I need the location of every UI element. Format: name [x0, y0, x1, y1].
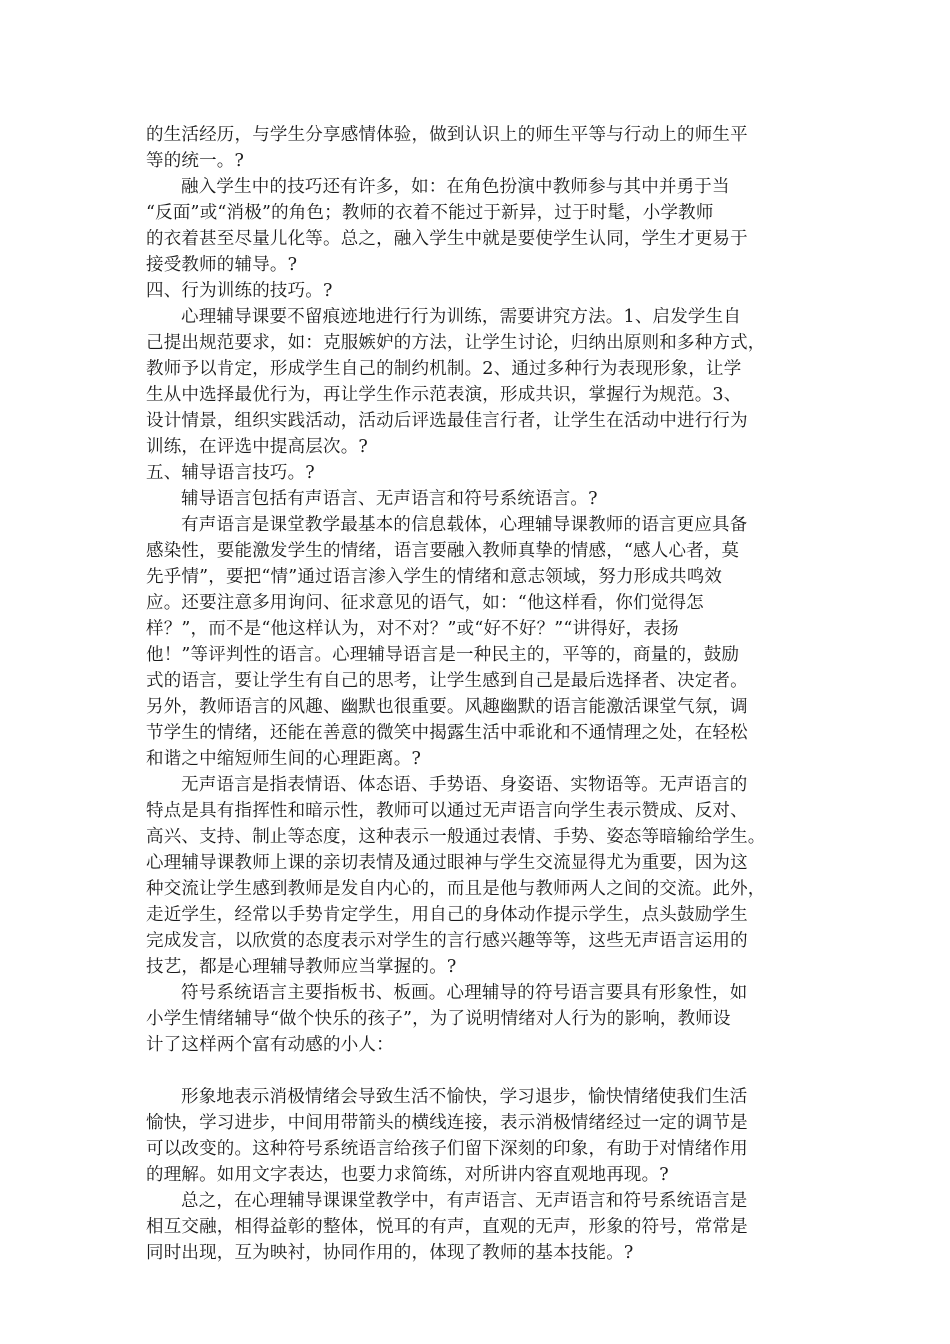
text-line: 同时出现，互为映衬，协同作用的，体现了教师的基本技能。? [146, 1243, 634, 1263]
blank-line [146, 1058, 806, 1084]
text-line: 教师予以肯定，形成学生自己的制约机制。2、通过多种行为表现形象，让学 [146, 359, 742, 379]
text-line: “反面”或“消极”的角色；教师的衣着不能过于新异，过于时髦，小学教师 [146, 203, 714, 223]
paragraph-start: 符号系统语言主要指板书、板画。心理辅导的符号语言要具有形象性，如 [181, 983, 748, 1003]
text-line: 等的统一。? [146, 151, 245, 171]
text-line: 走近学生，经常以手势肯定学生，用自己的身体动作提示学生，点头鼓励学生 [146, 905, 748, 925]
paragraph-start: 无声语言是指表情语、体态语、手势语、身姿语、实物语等。无声语言的 [181, 775, 748, 795]
text-line: 可以改变的。这种符号系统语言给孩子们留下深刻的印象，有助于对情绪作用 [146, 1139, 748, 1159]
section-heading-counseling-language: 五、辅导语言技巧。? [146, 463, 315, 483]
paragraph-start: 有声语言是课堂教学最基本的信息载体，心理辅导课教师的语言更应具备 [181, 515, 748, 535]
text-line: 另外，教师语言的风趣、幽默也很重要。风趣幽默的语言能激活课堂气氛，调 [146, 697, 748, 717]
text-line: 小学生情绪辅导“做个快乐的孩子”，为了说明情绪对人行为的影响，教师设 [146, 1009, 731, 1029]
paragraph-start: 辅导语言包括有声语言、无声语言和符号系统语言。? [181, 489, 598, 509]
text-line: 种交流让学生感到教师是发自内心的，而且是他与教师两人之间的交流。此外， [146, 879, 766, 899]
text-line: 接受教师的辅导。? [146, 255, 298, 275]
text-line: 节学生的情绪，还能在善意的微笑中揭露生活中乖讹和不通情理之处，在轻松 [146, 723, 748, 743]
text-line: 先乎情”，要把“情”通过语言渗入学生的情绪和意志领域，努力形成共鸣效 [146, 567, 723, 587]
text-line: 特点是具有指挥性和暗示性，教师可以通过无声语言向学生表示赞成、反对、 [146, 801, 748, 821]
text-line: 训练，在评选中提高层次。? [146, 437, 368, 457]
text-line: 和谐之中缩短师生间的心理距离。? [146, 749, 422, 769]
text-line: 高兴、支持、制止等态度，这种表示一般通过表情、手势、姿态等暗输给学生。 [146, 827, 766, 847]
text-line: 的理解。如用文字表达，也要力求简练，对所讲内容直观地再现。? [146, 1165, 669, 1185]
text-line: 样？”，而不是“他这样认为，对不对？”或“好不好？”“讲得好，表扬 [146, 619, 679, 639]
text-line: 生从中选择最优行为，再让学生作示范表演，形成共识，掌握行为规范。3、 [146, 385, 742, 405]
document-body [146, 122, 806, 1266]
text-line: 感染性，要能激发学生的情绪，语言要融入教师真挚的情感，“感人心者，莫 [146, 541, 740, 561]
text-line: 设计情景，组织实践活动，活动后评选最佳言行者，让学生在活动中进行行为 [146, 411, 748, 431]
text-line: 计了这样两个富有动感的小人： [146, 1035, 394, 1055]
text-line: 的衣着甚至尽量儿化等。总之，融入学生中就是要使学生认同，学生才更易于 [146, 229, 748, 249]
text-line: 愉快，学习进步，中间用带箭头的横线连接，表示消极情绪经过一定的调节是 [146, 1113, 748, 1133]
text-line: 式的语言，要让学生有自己的思考，让学生感到自己是最后选择者、决定者。 [146, 671, 748, 691]
text-line: 心理辅导课教师上课的亲切表情及通过眼神与学生交流显得尤为重要，因为这 [146, 853, 748, 873]
paragraph-start: 形象地表示消极情绪会导致生活不愉快，学习退步，愉快情绪使我们生活 [181, 1087, 748, 1107]
paragraph-start: 融入学生中的技巧还有许多，如：在角色扮演中教师参与其中并勇于当 [181, 177, 730, 197]
section-heading-behavior-training: 四、行为训练的技巧。? [146, 281, 333, 301]
paragraph-start: 总之，在心理辅导课课堂教学中，有声语言、无声语言和符号系统语言是 [181, 1191, 748, 1211]
text-line: 应。还要注意多用询问、征求意见的语气，如：“他这样看，你们觉得怎 [146, 593, 704, 613]
paragraph-start: 心理辅导课要不留痕迹地进行行为训练，需要讲究方法。1、启发学生自 [181, 307, 742, 327]
text-line: 技艺，都是心理辅导教师应当掌握的。? [146, 957, 457, 977]
text-line: 的生活经历，与学生分享感情体验，做到认识上的师生平等与行动上的师生平 [146, 125, 748, 145]
text-line: 完成发言，以欣赏的态度表示对学生的言行感兴趣等等，这些无声语言运用的 [146, 931, 748, 951]
text-line: 相互交融，相得益彰的整体，悦耳的有声，直观的无声，形象的符号，常常是 [146, 1217, 748, 1237]
text-line: 己提出规范要求，如：克服嫉妒的方法，让学生讨论，归纳出原则和多种方式， [146, 333, 766, 353]
text-line: 他！”等评判性的语言。心理辅导语言是一种民主的，平等的，商量的，鼓励 [146, 645, 740, 665]
